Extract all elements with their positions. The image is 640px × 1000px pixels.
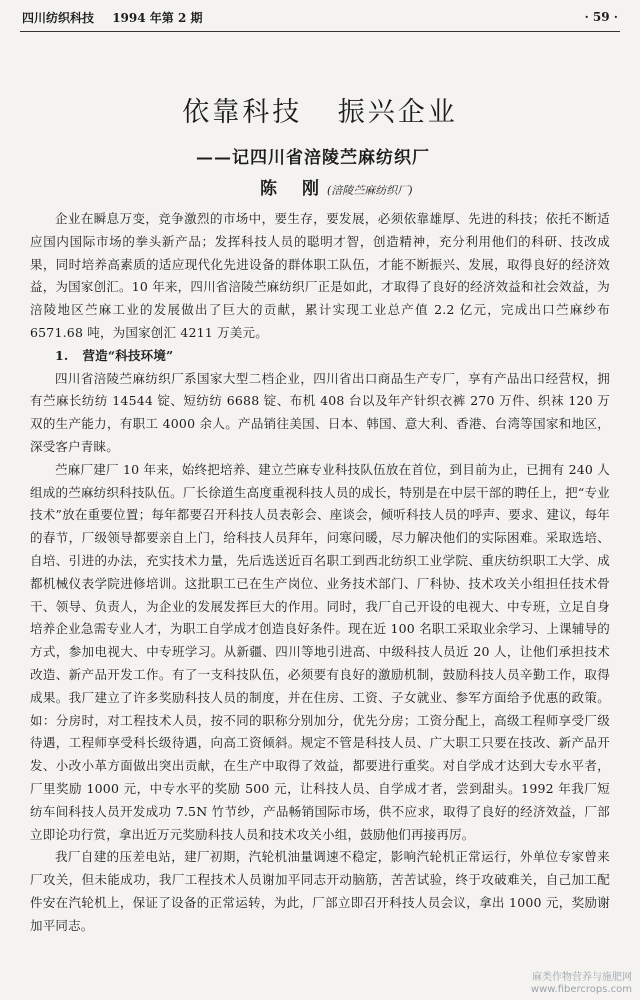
article-title bbox=[0, 90, 640, 129]
running-header bbox=[22, 6, 618, 28]
title-part1: 依靠科技 bbox=[182, 97, 303, 128]
page-number: · 59 · bbox=[584, 10, 618, 24]
watermark bbox=[531, 972, 632, 996]
paragraph-3: 我厂自建的压差电站，建厂初期，汽轮机油量调速不稳定，影响汽轮机正常运行，外单位专家曾来厂攻关，但未能成功，我厂工程技术人员谢加平同志开动脑筋，苦苦试验，终于攻破难关，自己加工配件安在汽轮机上，保证了设备的正常运转，为此，厂部立即召开科技人员会议，拿出 1000 元，奖励谢加平同志。 bbox=[30, 849, 610, 933]
title-part2: 振兴企业 bbox=[337, 97, 458, 128]
header-left bbox=[22, 9, 217, 26]
header-rule bbox=[20, 31, 620, 32]
author-affiliation: (涪陵苎麻纺织厂) bbox=[327, 184, 413, 197]
paragraph-1: 四川省涪陵苎麻纺织厂系国家大型二档企业，四川省出口商品生产专厂，享有产品出口经营权，拥有苎麻长纺纺 14544 锭、短纺纺 6688 锭、布机 408 台以及年产针织衣裤 270 万件、织袜 120 万双的生产能力，有职工 4000 余人。产品销往美国、日本、韩国、意大利、香港、台湾等国家和地区，深受客户青睐。 bbox=[30, 370, 610, 454]
journal-name: 四川纺织科技 bbox=[22, 10, 95, 25]
author-name: 陈 刚 bbox=[260, 179, 323, 199]
article-body bbox=[30, 208, 610, 938]
paragraph-2: 苎麻厂建厂 10 年来，始终把培养、建立苎麻专业科技队伍放在首位，到目前为止，已拥有 240 人组成的苎麻纺织科技队伍。厂长徐道生高度重视科技人员的成长，特别是在中层干部的聘任上，把“专业技术”放在重要位置；每年都要召开科技人员表彰会、座谈会，倾听科技人员的呼声、要求、建议，每年的春节，厂级领导都要亲自上门，给科技人员拜年，问寒问暖，尽力解决他们的实际困难。采取选培、自培、引进的办法，充实技术力量，先后选送近百名职工到西北纺织工业学院、重庆纺织职工大学、成都机械仪表学院进修培训。这批职工已在生产岗位、业务技术部门、厂科协、技术攻关小组担任技术骨干、领导、负责人，为企业的发展发挥巨大的作用。同时，我厂自己开设的电视大、中专班，立足自身培养企业急需专业人才，为职工自学成才创造良好条件。现在近 100 名职工采取业余学习、上课辅导的方式，参加电视大、中专班学习。从新疆、四川等地引进高、中级科技人员近 20 人，让他们承担技术改造、新产品开发工作。有了一支科技队伍，必须要有良好的激励机制，鼓励科技人员辛勤工作，取得成果。我厂建立了许多奖励科技人员的制度，并在住房、工资、子女就业、参军方面给予优惠的政策。如：分房时，对工程技术人员，按不同的职称分别加分，优先分房；工资分配上，高级工程师享受厂级待遇，工程师享受科长级待遇，向高工资倾斜。规定不管是科技人员、广大职工只要在技改、新产品开发、小改小革方面做出突出贡献，在生产中取得了效益，都要进行重奖。对自学成才达到大专水平者，厂里奖励 1000 元，中专水平的奖励 500 元，让科技人员、自学成才者，尝到甜头。1992 年我厂短纺车间科技人员开发成功 7.5N 竹节纱，产品畅销国际市场，供不应求，取得了良好的经济效益，厂部立即论功行赏，拿出近万元奖励科技人员和技术攻关小组，鼓励他们再接再厉。 bbox=[30, 461, 610, 842]
watermark-line1: 麻类作物营养与施肥网 bbox=[532, 972, 632, 983]
section-heading bbox=[30, 345, 610, 368]
section-number: 1. bbox=[55, 347, 69, 363]
watermark-line2: www.fibercrops.com bbox=[530, 984, 632, 995]
article-subtitle: ——记四川省涪陵苎麻纺织厂 bbox=[196, 148, 430, 168]
author-line bbox=[260, 174, 413, 199]
intro-paragraph: 企业在瞬息万变，竞争激烈的市场中，要生存，要发展，必须依靠雄厚、先进的科技；依托不断适应国内国际市场的拳头新产品；发挥科技人员的聪明才智，创造精神，充分利用他们的科研、技改成果，同时培养高素质的适应现代化先进设备的群体职工队伍，才能不断振兴、发展，取得良好的经济效益，为国家创汇。10 年来，四川省涪陵苎麻纺织厂正是如此，才取得了良好的经济效益和社会效益，为涪陵地区苎麻工业的发展做出了巨大的贡献，累计实现工业总产值 2.2 亿元，完成出口苎麻纱布 6571.68 吨，为国家创汇 4211 万美元。 bbox=[30, 211, 610, 340]
issue-label: 1994 年第 2 期 bbox=[112, 10, 203, 25]
section-title: 营造“科技环境” bbox=[82, 347, 174, 363]
